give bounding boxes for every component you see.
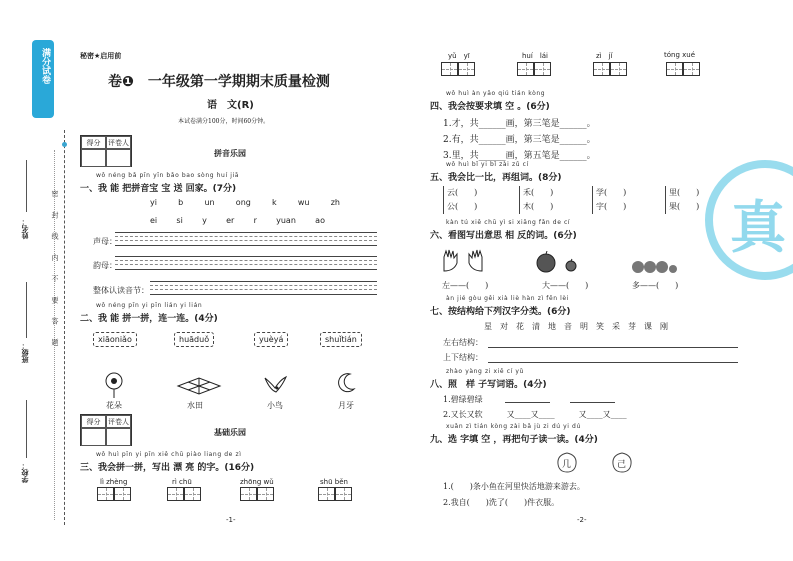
whole-syllable-answer-lines[interactable] [150, 281, 377, 295]
q4-line-1[interactable]: 1.才，共______画，第三笔是______。 [443, 119, 596, 129]
subject-title: 语 文(R) [207, 100, 254, 111]
rt-item-4-pinyin: tóng xué [664, 51, 696, 59]
q9-line-2[interactable]: 2.我自( )洗了( )件衣服。 [443, 498, 560, 507]
letter: ei [150, 216, 158, 225]
rt-item-2-pinyin: huí lái [522, 52, 548, 60]
score-box-1 [80, 135, 132, 167]
q3-item-2-grid[interactable] [167, 487, 201, 506]
score-label: 得分 [81, 415, 106, 428]
binding-line [64, 130, 65, 525]
initials-answer-lines[interactable] [115, 232, 377, 246]
q2-title: 二、我 能 拼一拼，连一连。(4分) [80, 314, 218, 324]
q3-title: 三、我会拼一拼，写出 漂 亮 的字。(16分) [80, 463, 255, 473]
class-field[interactable] [26, 282, 27, 338]
rt-item-4-grid[interactable] [666, 62, 700, 81]
pic-label-moon: 月牙 [338, 401, 354, 410]
q5-pair-3-a[interactable]: 学( ) [596, 188, 627, 197]
q5-pair-4[interactable] [665, 186, 699, 214]
q1-title: 一、我 能 把拼音宝 宝 送 回家。(7分) [80, 184, 237, 194]
name-field[interactable] [26, 160, 27, 212]
q5-pair-3-b[interactable]: 字( ) [596, 202, 627, 211]
binding-strip [0, 0, 68, 561]
score-field[interactable] [81, 149, 106, 167]
q3-pinyin: wǒ huì pīn yi pīn xiě chū piào liang de zì [96, 451, 242, 458]
whole-syllable-label: 整体认读音节： [93, 286, 149, 295]
q9-pinyin: xuǎn zì tián kòng zài bǎ jù zi dú yi dú [446, 423, 581, 430]
q3-item-3-pinyin: zhōng wǔ [240, 478, 274, 486]
letter: zh [330, 198, 340, 207]
q5-pair-4-a[interactable]: 里( ) [669, 188, 700, 197]
rt-item-3-pinyin: zì jǐ [596, 52, 613, 60]
exam-title: 卷❶ 一年级第一学期期末质量检测 [108, 74, 330, 90]
finals-label: 韵母： [93, 261, 117, 270]
school-field[interactable] [26, 400, 27, 458]
page-number-right: -2- [577, 516, 587, 524]
initials-label: 声母： [93, 237, 117, 246]
pinyin-card-yueya[interactable]: yuèyá [254, 332, 288, 347]
school-label: 学校： [21, 462, 29, 483]
q5-pair-2-a[interactable]: 禾( ) [523, 188, 554, 197]
peaches-picture [630, 256, 680, 274]
top-bottom-label: 上下结构： [443, 353, 483, 362]
q5-pair-1-a[interactable]: 云( ) [447, 188, 478, 197]
q5-pinyin: wǒ huì bǐ yi bǐ zài zǔ cí [446, 161, 529, 168]
q5-pair-1-b[interactable]: 公( ) [447, 202, 478, 211]
letter: yi [150, 198, 157, 207]
secret-mark: 秘密★启用前 [80, 52, 122, 60]
q8-title: 八、照 样 子写词语。(4分) [430, 380, 547, 390]
q4-line-2[interactable]: 2.有，共______画，第三笔是______。 [443, 135, 596, 145]
grader-label: 评卷人 [106, 136, 131, 149]
q3-item-4-pinyin: shū běn [320, 478, 348, 486]
grader-field[interactable] [106, 149, 131, 167]
q8-blank-2[interactable] [570, 402, 615, 403]
q6-title: 六、看图写出意思 相 反的词。(6分) [430, 231, 577, 241]
letter: ao [315, 216, 325, 225]
q6-item-1[interactable]: 左——( ) [442, 281, 489, 290]
stamp-text: 真 [730, 196, 786, 261]
letter: ong [235, 198, 251, 207]
rt-item-3-grid[interactable] [593, 62, 627, 81]
q6-item-2[interactable]: 大——( ) [542, 281, 589, 290]
q1-row1 [150, 198, 340, 207]
score-field[interactable] [81, 428, 106, 446]
flower-picture[interactable] [103, 372, 125, 398]
q5-pair-2[interactable] [519, 186, 553, 214]
q4-pinyin: wǒ huì àn yāo qiú tián kòng [446, 90, 546, 97]
finals-answer-lines[interactable] [115, 256, 377, 270]
q6-item-3[interactable]: 多——( ) [632, 281, 679, 290]
q8-pinyin: zhào yàng zi xiě cí yǔ [446, 368, 524, 375]
pinyin-card-xiaoniao[interactable]: xiāoniǎo [93, 332, 137, 347]
letter: yuan [276, 216, 296, 225]
rt-item-2-grid[interactable] [517, 62, 551, 81]
choice-char-2: 己 [617, 460, 627, 470]
binding-dots [62, 142, 67, 147]
q2-pinyin: wǒ néng pīn yi pīn lián yi lián [96, 302, 203, 309]
q8-blank-1[interactable] [505, 402, 550, 403]
exam-note: 本试卷满分100分，时间60分钟。 [178, 118, 270, 125]
class-label: 班级： [21, 342, 29, 363]
q3-item-1-grid[interactable] [97, 487, 131, 506]
q3-item-4-grid[interactable] [318, 487, 352, 506]
q7-title: 七、按结构给下列汉字分类。(6分) [430, 307, 571, 317]
pinyin-card-huaduo[interactable]: huāduǒ [174, 332, 214, 347]
hands-picture [440, 247, 486, 273]
section-basic-title: 基础乐园 [214, 428, 246, 437]
section-pinyin-title: 拼音乐园 [214, 149, 246, 158]
letter: er [226, 216, 235, 225]
q5-pair-1[interactable] [443, 186, 477, 214]
rt-item-1-pinyin: yǔ yī [448, 52, 470, 60]
q7-pinyin: àn jié gòu gěi xià liè hàn zì fēn lèi [446, 295, 569, 302]
left-right-label: 左右结构： [443, 338, 483, 347]
grader-label: 评卷人 [106, 415, 131, 428]
page-number-left: -1- [226, 516, 236, 524]
letter: wu [297, 198, 310, 207]
pic-label-flower: 花朵 [106, 401, 122, 410]
choice-char-1: 几 [562, 460, 572, 470]
grader-field[interactable] [106, 428, 131, 446]
letter: si [176, 216, 183, 225]
left-right-answer[interactable] [488, 347, 738, 348]
q1-row2 [150, 216, 325, 225]
q3-item-3-grid[interactable] [240, 487, 274, 506]
letter: r [253, 216, 257, 225]
letter: k [272, 198, 277, 207]
q3-item-2-pinyin: rì chū [172, 478, 192, 486]
q1-pinyin: wǒ néng bǎ pīn yīn bǎo bao sòng huí jiā [96, 172, 240, 179]
letter: b [178, 198, 184, 207]
score-label: 得分 [81, 136, 106, 149]
q5-title: 五、我会比一比，再组词。(8分) [430, 173, 562, 183]
q4-line-3[interactable]: 3.里，共______画，第五笔是______。 [443, 151, 596, 161]
apples-picture [534, 251, 582, 273]
q9-title: 九、选 字填 空 ，再把句子读一读。(4分) [430, 435, 598, 445]
moon-picture[interactable] [338, 373, 356, 393]
pinyin-card-shuitian[interactable]: shuǐtián [320, 332, 362, 347]
q5-pair-2-b[interactable]: 木( ) [523, 202, 554, 211]
q9-line-1[interactable]: 1.( )条小鱼在河里快活地游来游去。 [443, 482, 585, 491]
seal-text: 密 封 线 内 不 要 答 题 [51, 190, 59, 352]
q5-pair-3[interactable] [592, 186, 626, 214]
pic-label-bird: 小鸟 [267, 401, 283, 410]
logo-text: 满分试卷 [40, 48, 50, 84]
paddy-field-picture[interactable] [174, 376, 224, 396]
q8-line-2[interactable]: 2.又长又软 又____又____ 又____又____ [443, 410, 627, 419]
q6-pinyin: kàn tú xiě chū yì si xiāng fǎn de cí [446, 219, 571, 226]
bird-picture[interactable] [262, 374, 288, 396]
score-box-2 [80, 414, 132, 446]
q8-line-1: 1.碧绿碧绿 [443, 395, 483, 404]
q3-item-1-pinyin: lì zhèng [100, 478, 128, 486]
letter: y [202, 216, 207, 225]
pic-label-paddy: 水田 [187, 401, 203, 410]
name-label: 姓名： [21, 218, 29, 239]
top-bottom-answer[interactable] [488, 362, 738, 363]
q5-pair-4-b[interactable]: 果( ) [669, 202, 700, 211]
rt-item-1-grid[interactable] [441, 62, 475, 81]
q4-title: 四、我会按要求填 空 。(6分) [430, 102, 550, 112]
q7-chars: 星 对 花 清 地 音 明 笑 采 芽 课 刚 [484, 322, 668, 331]
letter: un [204, 198, 215, 207]
